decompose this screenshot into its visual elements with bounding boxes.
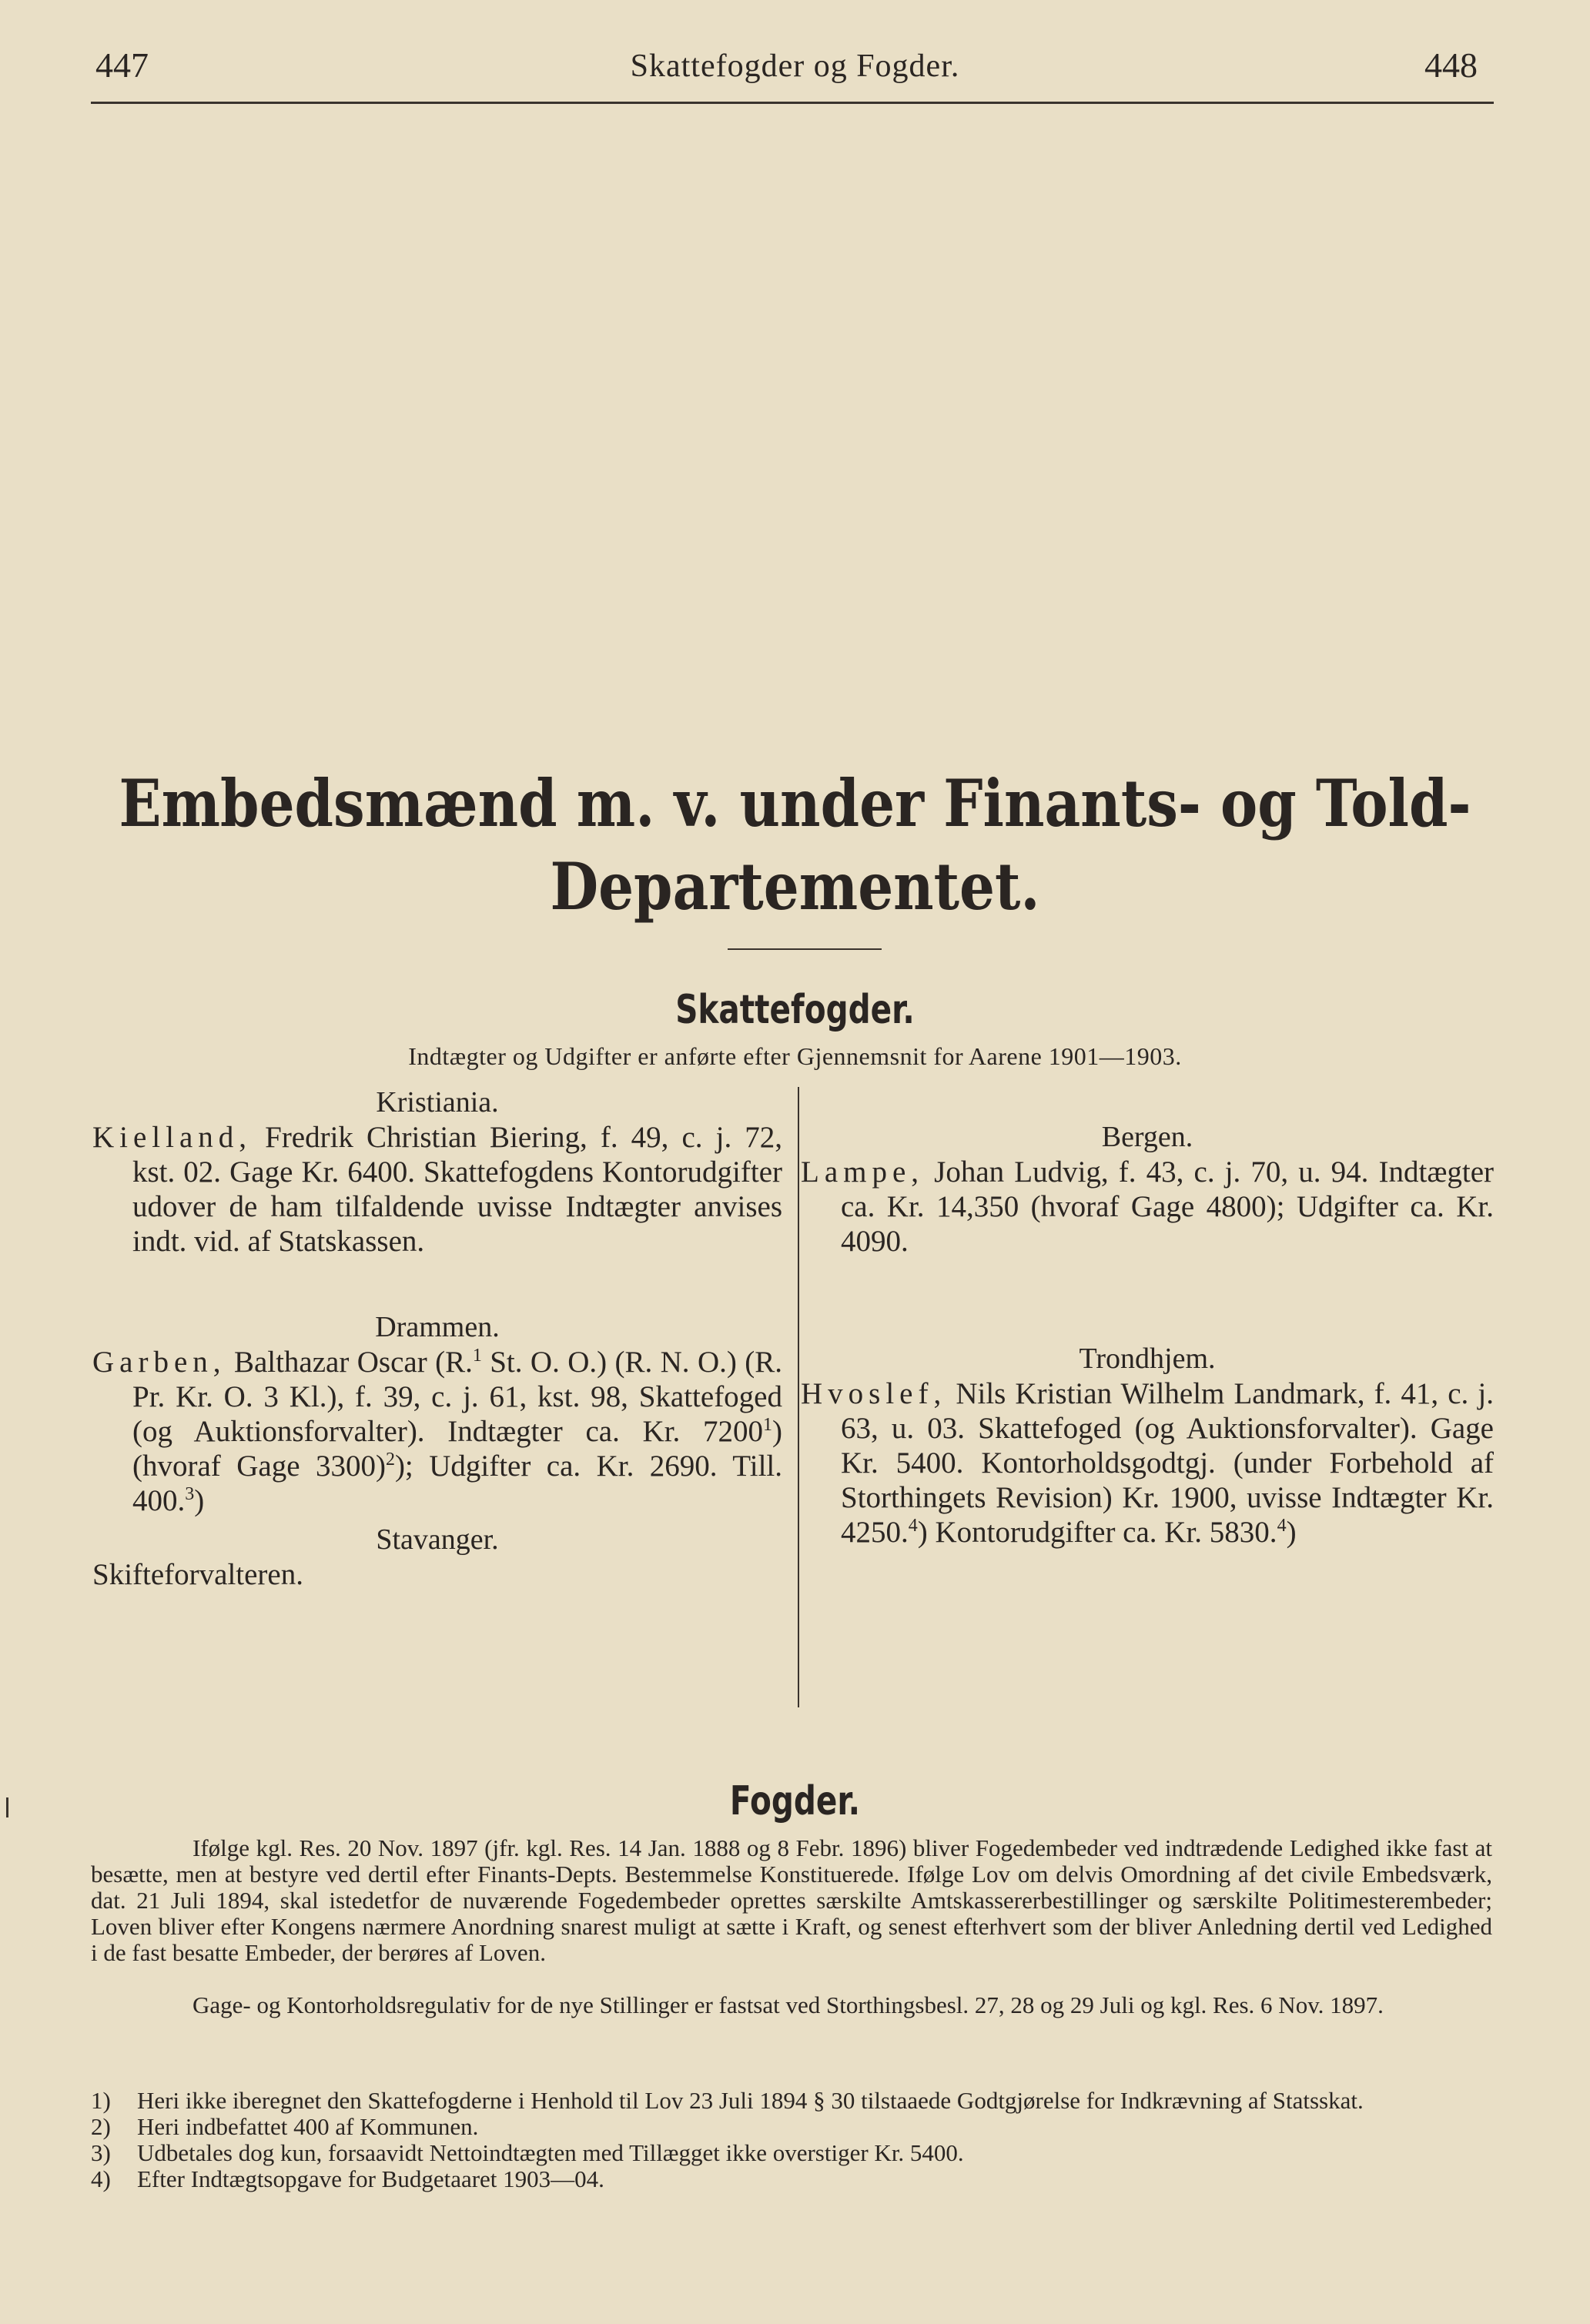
main-title-line-1: Embedsmænd m. v. under Finants- og Told- — [119, 765, 1471, 841]
running-title: Skattefogder og Fogder. — [630, 48, 960, 84]
footnote — [91, 2140, 1492, 2166]
entry-text: St. O. O.) (R. N. O.) (R. Pr. Kr. O. 3 Kl.), f. 39, c. j. 61, kst. 98, Skattefoged (og Auktionsforvalter). Indtægter ca. Kr. 7200 — [132, 1346, 782, 1448]
entry-name: Hvoslef, — [801, 1377, 947, 1410]
fogder-heading: Fogder. — [729, 1778, 861, 1824]
footnote — [91, 2166, 1492, 2192]
entry-text: Nils Kristian Wilhelm Landmark, f. 41, c. j. 63, u. 03. Skattefoged (og Auktionsforvalter). Gage Kr. 5400. Kontorholdsgodtgj. (under Forbehold af Storthingets Revision) Kr. 1900, uvisse Indtægter Kr. 4250. — [841, 1377, 1494, 1549]
header-rule — [91, 102, 1494, 104]
city-drammen: Drammen. — [375, 1311, 500, 1343]
city-bergen: Bergen. — [1101, 1121, 1193, 1153]
entry-text: Balthazar Oscar (R. — [233, 1346, 473, 1379]
entry-text: ) — [1286, 1516, 1297, 1549]
right-column — [801, 1120, 1494, 1550]
entry-lampe — [801, 1155, 1494, 1259]
entry-hvoslef — [801, 1376, 1494, 1550]
entry-name: Lampe, — [801, 1155, 925, 1189]
left-column — [92, 1085, 782, 1592]
footnote-ref: 1 — [472, 1346, 482, 1366]
fogder-paragraph-2: Gage- og Kontorholdsregulativ for de nye Stillinger er fastsat ved Storthingsbesl. 27, 28 og 29 Juli og kgl. Res. 6 Nov. 1897. — [192, 1991, 1384, 2018]
city-stavanger: Stavanger. — [376, 1523, 499, 1556]
footnotes — [91, 2088, 1492, 2192]
page-number-left: 447 — [95, 45, 149, 85]
footnote-mark: 3) — [91, 2139, 111, 2166]
footnote-mark: 2) — [91, 2113, 111, 2140]
entry-name: Garben, — [92, 1346, 226, 1379]
skattefogder-subheading: Indtægter og Udgifter er anførte efter Gjennemsnit for Aarene 1901—1903. — [408, 1042, 1182, 1070]
entry-text: Fredrik Christian Biering, f. 49, c. j. 72, kst. 02. Gage Kr. 6400. Skattefogdens Kontorudgifter udover de ham tilfaldende uvisse Indtægter anvises indt. vid. af Statskassen. — [132, 1121, 783, 1258]
footnote-ref: 4 — [908, 1516, 918, 1536]
fogder-paragraph-1: Ifølge kgl. Res. 20 Nov. 1897 (jfr. kgl. Res. 14 Jan. 1888 og 8 Febr. 1896) bliver Fogedembeder ved indtrædende Ledighed ikke fast at besætte, men at bestyre ved dertil efter Finants-Depts. Bestemmelse Konstituerede. Ifølge Lov om delvis Omordning af det civile Embedsværk, dat. 21 Juli 1894, skal istedetfor de nuværende Fogedembeder oprettes særskilte Amtskassererbestillinger og særskilte Politimesterembeder; Loven bliver efter Kongens nærmere Anordning snarest muligt at sætte i Kraft, og senest efterhvert som der bliver Anledning dertil ved Ledighed i de fast besatte Embeder, der berøres af Loven. — [91, 1834, 1492, 1966]
entry-text: ) Kontorudgifter ca. Kr. 5830. — [917, 1516, 1277, 1549]
column-divider — [798, 1087, 799, 1707]
entry-kielland — [92, 1120, 782, 1259]
entry-text: ) (hvoraf Gage 3300) — [132, 1415, 782, 1483]
entry-text: ); Udgifter ca. Kr. 2690. Till. 400. — [132, 1450, 782, 1517]
entry-garben — [92, 1345, 782, 1518]
city-kristiania: Kristiania. — [376, 1086, 499, 1119]
entry-name: Kielland, — [92, 1121, 253, 1154]
main-title-line-2: Departementet. — [550, 848, 1040, 925]
footnote-text: Efter Indtægtsopgave for Budgetaaret 1903—04. — [137, 2165, 604, 2192]
footnote-ref: 2 — [385, 1450, 395, 1470]
page-number-right: 448 — [1424, 45, 1478, 85]
entry-text: ) — [194, 1484, 205, 1517]
footnote-ref: 1 — [763, 1415, 772, 1435]
footnote-ref: 3 — [185, 1484, 195, 1504]
skattefogder-heading: Skattefogder. — [675, 987, 915, 1033]
title-divider — [728, 948, 882, 950]
footnote-ref: 4 — [1277, 1516, 1287, 1536]
entry-text: Johan Ludvig, f. 43, c. j. 70, u. 94. Indtægter ca. Kr. 14,350 (hvoraf Gage 4800); Udgifter ca. Kr. 4090. — [841, 1155, 1494, 1258]
scan-mark — [6, 1797, 8, 1817]
footnote — [91, 2114, 1492, 2140]
main-title — [112, 762, 1479, 928]
footnote-text: Udbetales dog kun, forsaavidt Nettoindtægten med Tillægget ikke overstiger Kr. 5400. — [137, 2139, 964, 2166]
footnote-text: Heri ikke iberegnet den Skattefogderne i Henhold til Lov 23 Juli 1894 § 30 tilstaaede Godtgjørelse for Indkrævning af Statsskat. — [137, 2087, 1364, 2114]
entry-stavanger: Skifteforvalteren. — [92, 1558, 303, 1591]
footnote-mark: 4) — [91, 2165, 111, 2192]
footnote-text: Heri indbefattet 400 af Kommunen. — [137, 2113, 479, 2140]
city-trondhjem: Trondhjem. — [1079, 1343, 1216, 1375]
footnote-mark: 1) — [91, 2087, 111, 2114]
footnote — [91, 2088, 1492, 2114]
